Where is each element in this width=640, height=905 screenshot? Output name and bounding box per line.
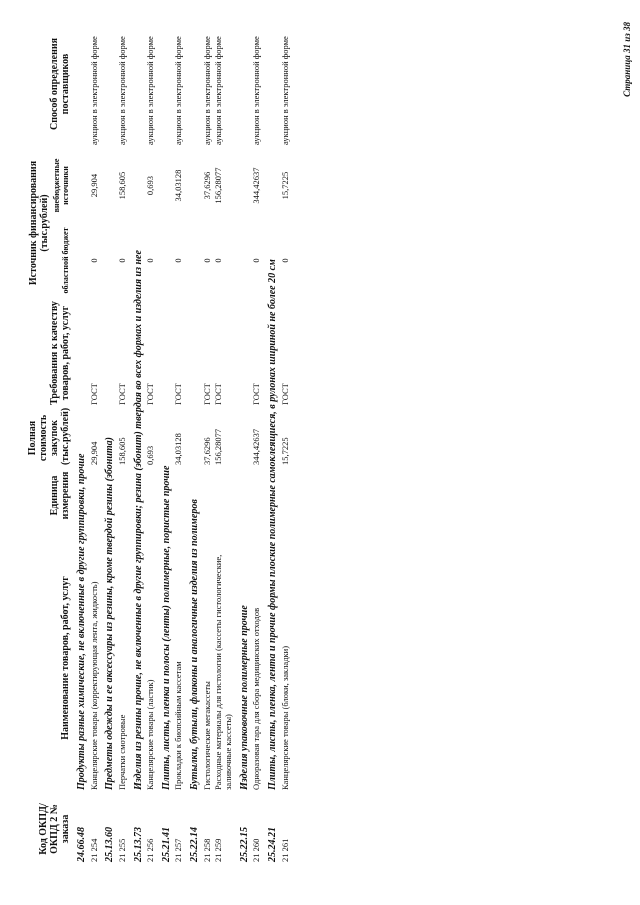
table-body xyxy=(72,20,291,865)
item-extra-budget: 34,03128 xyxy=(173,169,184,202)
table-row xyxy=(213,20,235,865)
table-row xyxy=(202,20,214,865)
item-regional-budget: 0 xyxy=(88,258,99,263)
item-unit xyxy=(117,468,129,523)
item-method: аукцион в электронной форме xyxy=(173,36,184,145)
item-quality: ГОСТ xyxy=(201,383,212,405)
item-name: Канцелярские товары (блоки, закладки) xyxy=(279,645,290,790)
header-quality: Требования к качеству товаров, работ, услуг xyxy=(49,301,71,405)
item-cost: 344,42637 xyxy=(251,428,262,465)
item-regional-budget: 0 xyxy=(201,258,212,263)
item-regional-budget: 0 xyxy=(279,258,290,263)
item-name: Перчатки смотровые xyxy=(116,714,127,790)
item-name: Гистологические мегакассеты xyxy=(201,681,212,790)
item-extra-budget: 344,42637 xyxy=(251,167,262,204)
group-row xyxy=(100,20,117,865)
group-okpd: 24.66.48 xyxy=(76,827,87,862)
group-okpd: 25.24.21 xyxy=(267,827,279,862)
item-unit xyxy=(202,468,214,523)
order-number: 21 254 xyxy=(88,838,99,862)
header-source-extra: внебюджетные источники xyxy=(52,158,71,213)
item-name: Расходные материалы для гистологии (кассеты гистологические, заливочные кассеты) xyxy=(213,554,234,790)
table-row xyxy=(145,20,157,865)
table-row xyxy=(89,20,101,865)
group-okpd: 25.22.14 xyxy=(189,827,201,862)
item-quality: ГОСТ xyxy=(145,383,156,405)
order-number: 21 255 xyxy=(116,838,127,862)
table-row xyxy=(173,20,185,865)
group-okpd: 25.22.15 xyxy=(238,827,250,862)
item-regional-budget: 0 xyxy=(116,258,127,263)
order-number: 21 259 xyxy=(213,838,224,862)
item-cost: 29,904 xyxy=(88,441,99,465)
page-footer: Страница 31 из 38 xyxy=(621,22,632,97)
group-title: Изделия упаковочные полимерные прочие xyxy=(238,605,250,790)
group-row xyxy=(263,20,280,865)
item-name: Прокладки к биопсийным кассетам xyxy=(173,661,184,790)
table-row xyxy=(117,20,129,865)
table-row xyxy=(251,20,263,865)
group-title: Продукты разные химические, не включенные в другие группировки, прочие xyxy=(76,453,87,790)
item-unit xyxy=(280,468,292,523)
item-name: Одноразовая тара для сбора медицинских отходов xyxy=(251,607,262,790)
item-cost: 156,28077 xyxy=(213,428,224,465)
group-okpd: 25.13.73 xyxy=(132,827,144,862)
item-method: аукцион в электронной форме xyxy=(88,36,99,145)
item-name: Канцелярские товары (ластик) xyxy=(145,679,156,790)
group-title: Плиты, листы, пленка, лента и прочие формы плоские полимерные самоклеящиеся, в рулонах шириной не более 20 см xyxy=(267,259,279,790)
header-method: Способ определения поставщиков xyxy=(49,37,71,131)
group-okpd: 25.13.60 xyxy=(104,827,116,862)
item-quality: ГОСТ xyxy=(88,383,99,405)
item-method: аукцион в электронной форме xyxy=(279,36,290,145)
header-source-regional: областной бюджет xyxy=(61,227,71,294)
item-extra-budget: 0,693 xyxy=(145,175,156,196)
header-cost: Полная стоимость закупок (тыс.рублей) xyxy=(27,407,71,465)
order-number: 21 257 xyxy=(173,838,184,862)
item-quality: ГОСТ xyxy=(116,383,127,405)
item-cost: 0,693 xyxy=(145,445,156,465)
group-row xyxy=(72,20,89,865)
header-code: Код ОКПД/ ОКПД 2 № заказа xyxy=(38,803,71,855)
item-name: Канцелярские товары (корректирующая лента, жидкость) xyxy=(88,581,99,790)
item-extra-budget: 156,28077 xyxy=(213,167,224,204)
table-row xyxy=(280,20,292,865)
order-number: 21 260 xyxy=(251,838,262,862)
item-regional-budget: 0 xyxy=(213,258,224,263)
order-number: 21 261 xyxy=(279,838,290,862)
item-extra-budget: 37,6296 xyxy=(201,171,212,200)
group-row xyxy=(129,20,146,865)
item-method: аукцион в электронной форме xyxy=(201,36,212,145)
item-method: аукцион в электронной форме xyxy=(251,36,262,145)
item-quality: ГОСТ xyxy=(213,383,224,405)
item-regional-budget: 0 xyxy=(173,258,184,263)
order-number: 21 256 xyxy=(145,838,156,862)
item-unit xyxy=(251,468,263,523)
group-row xyxy=(157,20,174,865)
item-extra-budget: 15,7225 xyxy=(279,171,290,200)
item-regional-budget: 0 xyxy=(251,258,262,263)
item-quality: ГОСТ xyxy=(251,383,262,405)
group-row xyxy=(235,20,252,865)
procurement-table xyxy=(26,20,291,865)
item-quality: ГОСТ xyxy=(173,383,184,405)
item-cost: 15,7225 xyxy=(279,437,290,465)
item-method: аукцион в электронной форме xyxy=(145,36,156,145)
item-unit xyxy=(89,468,101,523)
item-cost: 158,605 xyxy=(116,437,127,465)
item-method: аукцион в электронной форме xyxy=(116,36,127,145)
item-cost: 37,6296 xyxy=(201,437,212,465)
group-title: Предметы одежды и ее аксессуары из резины, кроме твердой резины (эбонита) xyxy=(104,436,116,790)
item-extra-budget: 158,605 xyxy=(116,171,127,200)
item-method: аукцион в электронной форме xyxy=(213,36,224,145)
item-cost: 34,03128 xyxy=(173,433,184,465)
header-name: Наименование товаров, работ, услуг xyxy=(60,576,71,740)
item-unit xyxy=(173,468,185,523)
header-unit: Единица измерения xyxy=(49,471,71,520)
item-quality: ГОСТ xyxy=(279,383,290,405)
item-extra-budget: 29,904 xyxy=(88,173,99,198)
group-okpd: 25.21.41 xyxy=(160,827,172,862)
group-title: Изделия из резины прочие, не включенные в другие группировки; резина (эбонит) твердая во всех формах и изделия из нее xyxy=(132,250,144,790)
group-title: Бутылки, бутыли, флаконы и аналогичные изделия из полимеров xyxy=(189,499,201,790)
group-row xyxy=(185,20,202,865)
group-title: Плиты, листы, пленка и полосы (ленты) полимерные, пористые прочие xyxy=(160,465,172,790)
item-unit xyxy=(145,468,157,523)
order-number: 21 258 xyxy=(201,838,212,862)
item-regional-budget: 0 xyxy=(145,258,156,263)
header-source: Источник финансирования (тыс.рублей) xyxy=(27,160,50,286)
item-unit xyxy=(213,468,235,523)
